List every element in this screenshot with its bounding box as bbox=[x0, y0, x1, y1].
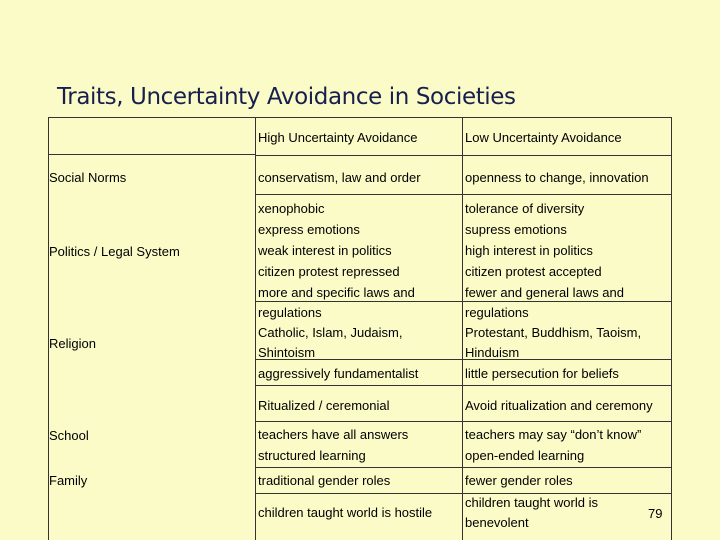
category-religion: Religion bbox=[49, 336, 96, 351]
cell-line: xenophobic bbox=[258, 201, 325, 216]
category-politics: Politics / Legal System bbox=[49, 244, 180, 259]
column-header-low: Low Uncertainty Avoidance bbox=[465, 130, 622, 145]
cell-line: weak interest in politics bbox=[258, 243, 392, 258]
row-divider bbox=[255, 467, 672, 468]
cell-line: teachers may say “don’t know” bbox=[465, 427, 642, 442]
cell-high-ritualized: Ritualized / ceremonial bbox=[258, 398, 390, 413]
cell-line: Shintoism bbox=[258, 345, 316, 360]
cell-low-persecution: little persecution for beliefs bbox=[465, 366, 619, 381]
cell-high-fundamentalist: aggressively fundamentalist bbox=[258, 366, 419, 381]
cell-line: regulations bbox=[465, 305, 529, 320]
table-divider-category bbox=[255, 117, 256, 540]
cell-high-social: conservatism, law and order bbox=[258, 170, 421, 185]
cell-line: Catholic, Islam, Judaism, bbox=[258, 325, 403, 340]
cell-line: open-ended learning bbox=[465, 448, 585, 463]
cell-line: express emotions bbox=[258, 222, 360, 237]
cell-low-family: fewer gender roles bbox=[465, 473, 573, 488]
cell-high-family: traditional gender roles bbox=[258, 473, 391, 488]
cell-line: structured learning bbox=[258, 448, 366, 463]
cell-line: benevolent bbox=[465, 515, 529, 530]
cell-high-school bbox=[258, 424, 408, 466]
cell-line: supress emotions bbox=[465, 222, 567, 237]
cell-low-ritualization: Avoid ritualization and ceremony bbox=[465, 398, 653, 413]
table-divider-high-low bbox=[462, 117, 463, 540]
cell-line: teachers have all answers bbox=[258, 427, 409, 442]
row-divider bbox=[255, 493, 672, 494]
cell-low-school bbox=[465, 424, 641, 466]
cell-line: more and specific laws and bbox=[258, 285, 415, 300]
cell-line: Protestant, Buddhism, Taoism, bbox=[465, 325, 642, 340]
cell-line: citizen protest accepted bbox=[465, 264, 602, 279]
category-school: School bbox=[49, 428, 89, 443]
cell-low-religion bbox=[465, 303, 641, 363]
row-divider bbox=[48, 154, 256, 155]
category-family: Family bbox=[49, 473, 88, 488]
traits-table bbox=[48, 117, 672, 540]
table-border-top bbox=[48, 117, 672, 118]
cell-line: fewer and general laws and bbox=[465, 285, 624, 300]
cell-low-politics bbox=[465, 198, 624, 303]
cell-line: tolerance of diversity bbox=[465, 201, 585, 216]
category-social-norms: Social Norms bbox=[49, 170, 127, 185]
cell-line: regulations bbox=[258, 305, 322, 320]
cell-high-world: children taught world is hostile bbox=[258, 505, 433, 520]
cell-high-religion bbox=[258, 303, 403, 363]
row-divider bbox=[255, 421, 672, 422]
page-number: 79 bbox=[648, 506, 663, 521]
cell-line: children taught world is bbox=[465, 495, 598, 510]
cell-low-social: openness to change, innovation bbox=[465, 170, 649, 185]
table-border-right bbox=[671, 117, 672, 540]
cell-high-politics bbox=[258, 198, 415, 303]
slide-title: Traits, Uncertainty Avoidance in Societies bbox=[57, 84, 516, 110]
row-divider bbox=[255, 194, 672, 195]
cell-low-world bbox=[465, 493, 598, 533]
column-header-high: High Uncertainty Avoidance bbox=[258, 130, 418, 145]
cell-line: Hinduism bbox=[465, 345, 520, 360]
row-divider bbox=[255, 155, 672, 156]
row-divider bbox=[255, 385, 672, 386]
cell-line: high interest in politics bbox=[465, 243, 593, 258]
cell-line: citizen protest repressed bbox=[258, 264, 400, 279]
